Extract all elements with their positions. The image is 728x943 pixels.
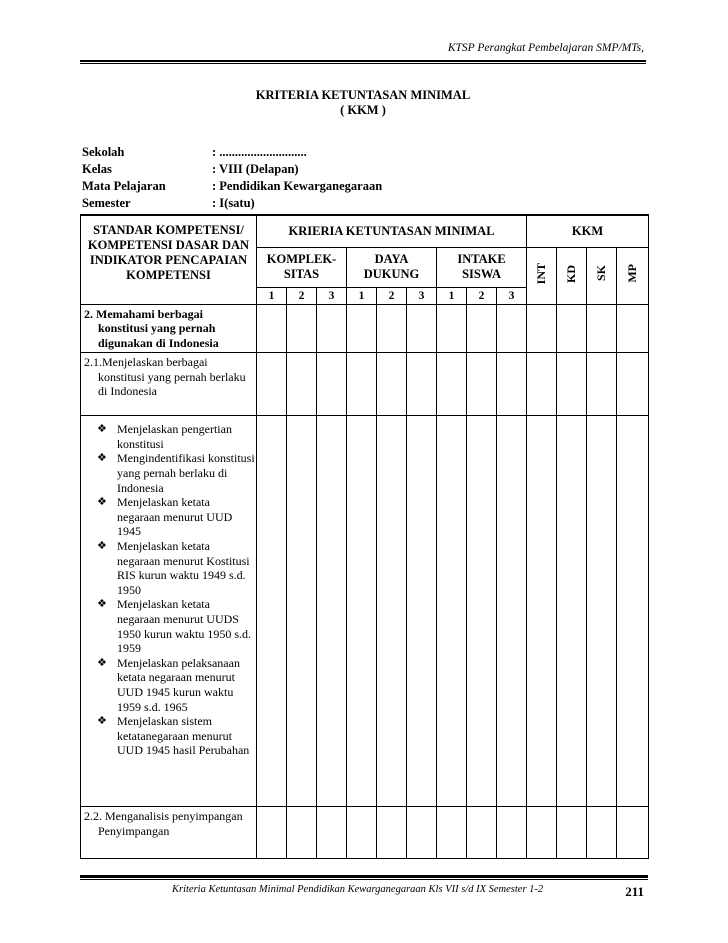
footer-rule bbox=[80, 875, 648, 878]
info-value: : I(satu) bbox=[212, 196, 255, 210]
row-text: 2. Memahami berbagai konstitusi yang pernah digunakan di Indonesia bbox=[84, 306, 219, 350]
row-indicators bbox=[81, 416, 257, 807]
diamond-bullet-icon: ❖ bbox=[97, 423, 107, 436]
document-subtitle: ( KKM ) bbox=[340, 103, 386, 117]
header-standar-kompetensi: STANDAR KOMPETENSI/ KOMPETENSI DASAR DAN INDIKATOR PENCAPAIAN KOMPETENSI bbox=[81, 215, 257, 304]
row-text: 2.2. Menganalisis penyimpangan Penyimpangan bbox=[84, 809, 243, 838]
info-row-mapel bbox=[82, 179, 382, 196]
header-kkm: KKM bbox=[527, 215, 649, 247]
header-mp bbox=[617, 247, 649, 304]
footer-rule-thin bbox=[80, 879, 648, 880]
header-kompleksitas: KOMPLEK-SITAS bbox=[257, 247, 347, 287]
table-row bbox=[81, 353, 649, 416]
header-daya-dukung: DAYA DUKUNG bbox=[347, 247, 437, 287]
diamond-bullet-icon: ❖ bbox=[97, 540, 107, 553]
num-3: 3 bbox=[497, 287, 527, 304]
table-row bbox=[81, 807, 649, 859]
page-number: 211 bbox=[625, 884, 644, 899]
header-kd bbox=[557, 247, 587, 304]
num-1: 1 bbox=[257, 287, 287, 304]
num-1: 1 bbox=[437, 287, 467, 304]
list-item: ❖ Menjelaskan pengertian konstitusi bbox=[97, 422, 232, 451]
info-value: : ............................ bbox=[212, 145, 307, 159]
row-text: 2.1.Menjelaskan berbagai konstitusi yang pernah berlaku di Indonesia bbox=[84, 355, 246, 399]
list-item: ❖ Menjelaskan ketata negaraan menurut Kostitusi RIS kurun waktu 1949 s.d. 1950 bbox=[97, 539, 250, 597]
info-block bbox=[82, 145, 382, 213]
running-header: KTSP Perangkat Pembelajaran SMP/MTs, bbox=[447, 42, 644, 54]
header-rule bbox=[80, 60, 646, 62]
header-int bbox=[527, 247, 557, 304]
row-standar-2 bbox=[81, 304, 257, 353]
header-rule-thin bbox=[80, 63, 646, 64]
num-3: 3 bbox=[407, 287, 437, 304]
num-2: 2 bbox=[377, 287, 407, 304]
kkm-table bbox=[80, 214, 649, 859]
info-label: Mata Pelajaran bbox=[82, 179, 166, 193]
diamond-bullet-icon: ❖ bbox=[97, 656, 107, 669]
table-row bbox=[81, 304, 649, 353]
info-label: Semester bbox=[82, 196, 131, 210]
info-row-kelas bbox=[82, 162, 382, 179]
list-item: ❖ Menjelaskan ketata negaraan menurut UUDS 1950 kurun waktu 1950 s.d. 1959 bbox=[97, 597, 251, 656]
header-mp-label: MP bbox=[625, 264, 640, 283]
num-3: 3 bbox=[317, 287, 347, 304]
info-label: Sekolah bbox=[82, 145, 125, 159]
header-intake-siswa: INTAKE SISWA bbox=[437, 247, 527, 287]
header-sk bbox=[587, 247, 617, 304]
header-sk-label: SK bbox=[594, 265, 609, 282]
list-item: ❖ Menjelaskan sistem ketatanegaraan menurut UUD 1945 hasil Perubahan bbox=[97, 714, 250, 758]
info-row-sekolah bbox=[82, 145, 382, 162]
row-kd-2-2 bbox=[81, 807, 257, 859]
table-row bbox=[81, 416, 649, 807]
info-value: : VIII (Delapan) bbox=[212, 162, 299, 176]
diamond-bullet-icon: ❖ bbox=[97, 496, 107, 509]
document-title: KRITERIA KETUNTASAN MINIMAL bbox=[255, 88, 471, 102]
header-int-label: INT bbox=[534, 262, 549, 285]
info-value: : Pendidikan Kewarganegaraan bbox=[212, 179, 383, 193]
num-1: 1 bbox=[347, 287, 377, 304]
info-label: Kelas bbox=[82, 162, 112, 176]
num-2: 2 bbox=[467, 287, 497, 304]
list-item: ❖ Menjelaskan pelaksanaan ketata negaraan menurut UUD 1945 kurun waktu 1959 s.d. 1965 bbox=[97, 655, 240, 714]
row-kd-2-1 bbox=[81, 353, 257, 416]
diamond-bullet-icon: ❖ bbox=[97, 715, 107, 728]
footer-text: Kriteria Ketuntasan Minimal Pendidikan Kewarganegaraan Kls VII s/d IX Semester 1-2 bbox=[172, 884, 544, 895]
header-kriteria: KRIERIA KETUNTASAN MINIMAL bbox=[257, 215, 527, 247]
list-item: ❖ Mengindentifikasi konstitusi yang pernah berlaku di Indonesia bbox=[97, 451, 255, 495]
list-item: ❖ Menjelaskan ketata negaraan menurut UUD 1945 bbox=[97, 495, 233, 539]
info-row-semester bbox=[82, 196, 382, 213]
num-2: 2 bbox=[287, 287, 317, 304]
diamond-bullet-icon: ❖ bbox=[97, 452, 107, 465]
diamond-bullet-icon: ❖ bbox=[97, 598, 107, 611]
indicator-list bbox=[81, 416, 256, 760]
header-kd-label: KD bbox=[564, 264, 579, 283]
